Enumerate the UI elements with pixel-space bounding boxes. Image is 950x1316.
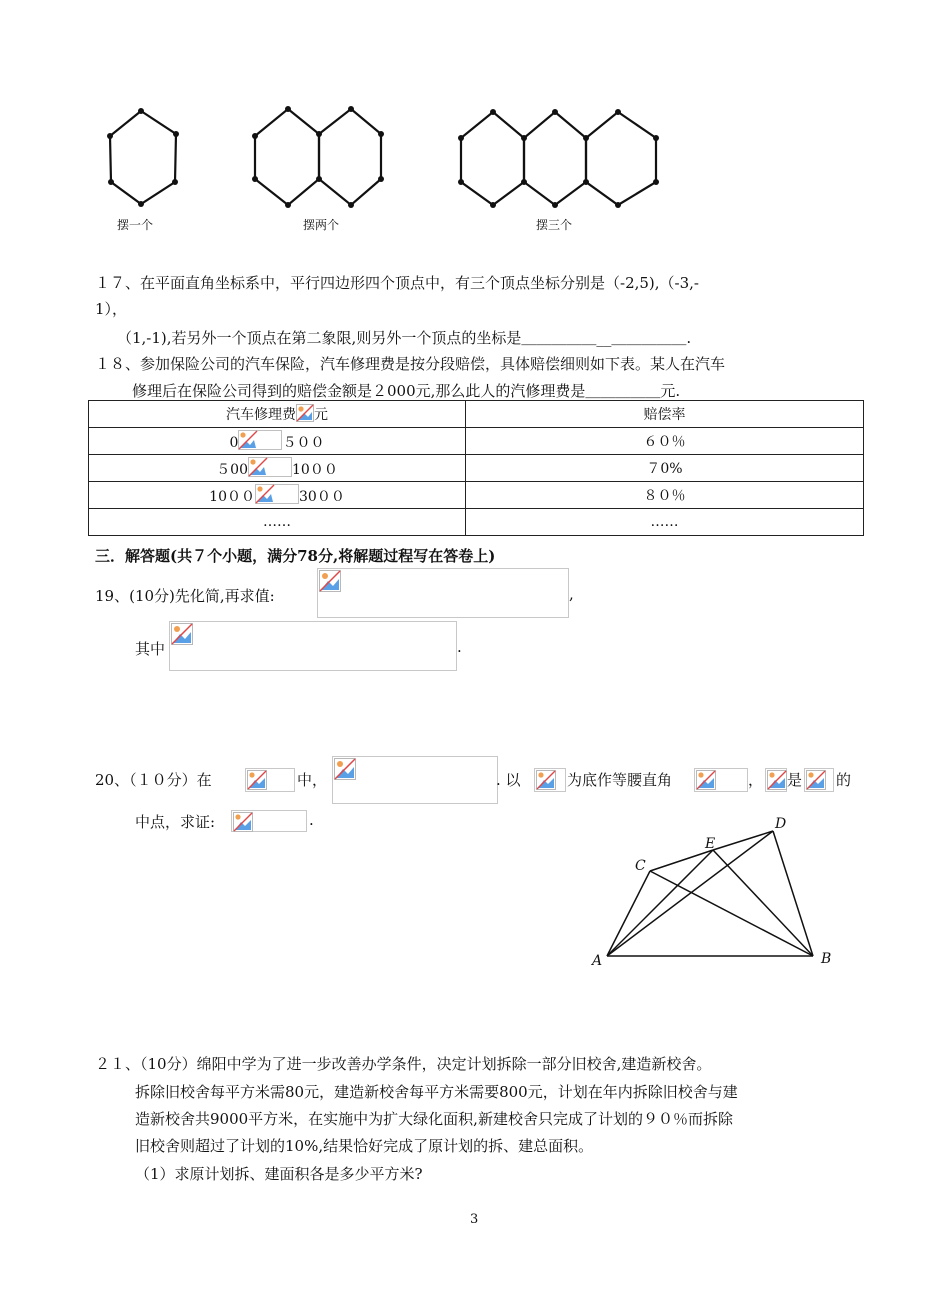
broken-image-icon xyxy=(247,770,267,790)
q20-prefix: 20、（１０分）在 xyxy=(95,771,212,789)
q20-period: . xyxy=(309,811,314,829)
rate-cell: ７0% xyxy=(466,455,864,482)
broken-image-icon xyxy=(248,457,292,475)
broken-image-icon xyxy=(233,812,253,832)
q18-line2 xyxy=(132,380,680,401)
compensation-table xyxy=(88,400,864,536)
header-rate: 赔偿率 xyxy=(466,401,864,428)
table-row xyxy=(89,482,864,509)
range-cell xyxy=(89,428,466,455)
q17-period: . xyxy=(686,329,692,347)
caption-three: 摆三个 xyxy=(536,218,573,232)
geometry-figure xyxy=(585,808,845,973)
q17-line1: １７、在平面直角坐标系中，平行四边形四个顶点中，有三个顶点坐标分别是（-2,5),（-3,- xyxy=(95,274,699,292)
q19-where: 其中 xyxy=(135,640,166,658)
hexagon-pattern-figure xyxy=(95,100,675,220)
q18-answer-blank[interactable]: ＿＿＿＿＿ xyxy=(585,382,661,400)
header-unit: 元 xyxy=(314,407,328,423)
broken-image-icon xyxy=(536,770,556,790)
page-number: 3 xyxy=(470,1212,479,1227)
label-e: E xyxy=(705,836,716,852)
q21-line4: 旧校舍则超过了计划的10%,结果恰好完成了原计划的拆、建总面积。 xyxy=(135,1137,594,1155)
label-a: A xyxy=(592,953,603,969)
q20-mid6: 的 xyxy=(836,771,852,789)
caption-one: 摆一个 xyxy=(117,218,154,232)
q20-point-image xyxy=(765,768,787,792)
q19-condition-image xyxy=(169,621,457,671)
q17-answer-blank[interactable]: ＿＿＿＿＿__＿＿＿＿＿ xyxy=(521,329,687,347)
broken-image-icon xyxy=(255,484,299,502)
q18-unit: 元. xyxy=(660,382,681,400)
label-c: C xyxy=(635,858,646,874)
q18-text: 修理后在保险公司得到的赔偿金额是２000元,那么此人的汽修理费是 xyxy=(132,382,586,400)
q20-mid4: ， xyxy=(748,771,764,789)
table-header-row xyxy=(89,401,864,428)
q20-right-triangle-image xyxy=(694,768,748,792)
q21-line2: 拆除旧校舍每平方米需80元，建造新校舍每平方米需要800元，计划在年内拆除旧校舍与建 xyxy=(135,1083,738,1101)
table-row xyxy=(89,428,864,455)
range-low: 0 xyxy=(229,435,239,451)
q20-segment-image xyxy=(804,768,834,792)
q20-condition-image xyxy=(332,756,498,804)
table-row xyxy=(89,455,864,482)
q20-mid5: 是 xyxy=(787,771,803,789)
broken-image-icon xyxy=(696,770,716,790)
range-high: 30００ xyxy=(299,489,345,505)
q21-line3: 造新校舍共9000平方米，在实施中为扩大绿化面积,新建校舍只完成了计划的９０％而拆除 xyxy=(135,1110,733,1128)
q19-period: . xyxy=(457,638,462,656)
broken-image-icon xyxy=(296,404,314,422)
section-3-heading: 三．解答题(共７个小题，满分78分,将解题过程写在答卷上) xyxy=(95,547,496,565)
q21-line1: ２１、（10分）绵阳中学为了进一步改善办学条件，决定计划拆除一部分旧校舍,建造新校舍。 xyxy=(95,1055,712,1073)
q17-line3 xyxy=(117,327,691,348)
q18-line1: １８、参加保险公司的汽车保险，汽车修理费是按分段赔偿，具体赔偿细则如下表。某人在汽车 xyxy=(95,355,726,373)
rate-cell: ６０％ xyxy=(466,428,864,455)
q19-expression-image xyxy=(317,568,569,618)
header-label: 汽车修理费 xyxy=(226,407,296,423)
q17-text: （1,-1),若另外一个顶点在第二象限,则另外一个顶点的坐标是 xyxy=(117,329,522,347)
q19-comma: , xyxy=(569,585,574,603)
q20-base-image xyxy=(534,768,566,792)
range-high: 10００ xyxy=(292,462,338,478)
range-low: ５00 xyxy=(216,462,248,478)
broken-image-icon xyxy=(171,623,193,645)
q20-mid2: . 以 xyxy=(496,771,521,789)
rate-cell: …… xyxy=(466,509,864,536)
q20-triangle-image xyxy=(245,768,295,792)
rate-cell: ８０％ xyxy=(466,482,864,509)
q20-proof-image xyxy=(231,810,307,832)
label-d: D xyxy=(775,816,787,832)
range-low: 10００ xyxy=(209,489,255,505)
label-b: B xyxy=(821,951,832,967)
range-cell: …… xyxy=(89,509,466,536)
broken-image-icon xyxy=(319,570,341,592)
broken-image-icon xyxy=(334,758,356,780)
q20-mid3: 为底作等腰直角 xyxy=(567,771,673,789)
caption-two: 摆两个 xyxy=(303,218,340,232)
q17-line2: 1）， xyxy=(95,300,128,318)
q20-mid1: 中， xyxy=(297,771,328,789)
table-row xyxy=(89,509,864,536)
broken-image-icon xyxy=(767,770,787,790)
broken-image-icon xyxy=(238,430,282,448)
q20-line2: 中点，求证: xyxy=(135,813,216,831)
header-repair-cost xyxy=(89,401,466,428)
broken-image-icon xyxy=(806,770,826,790)
range-cell xyxy=(89,455,466,482)
q21-line5: （1）求原计划拆、建面积各是多少平方米? xyxy=(135,1165,423,1183)
range-high: ５００ xyxy=(282,435,325,451)
q19-prefix: 19、(10分)先化简,再求值: xyxy=(95,587,275,605)
range-cell xyxy=(89,482,466,509)
